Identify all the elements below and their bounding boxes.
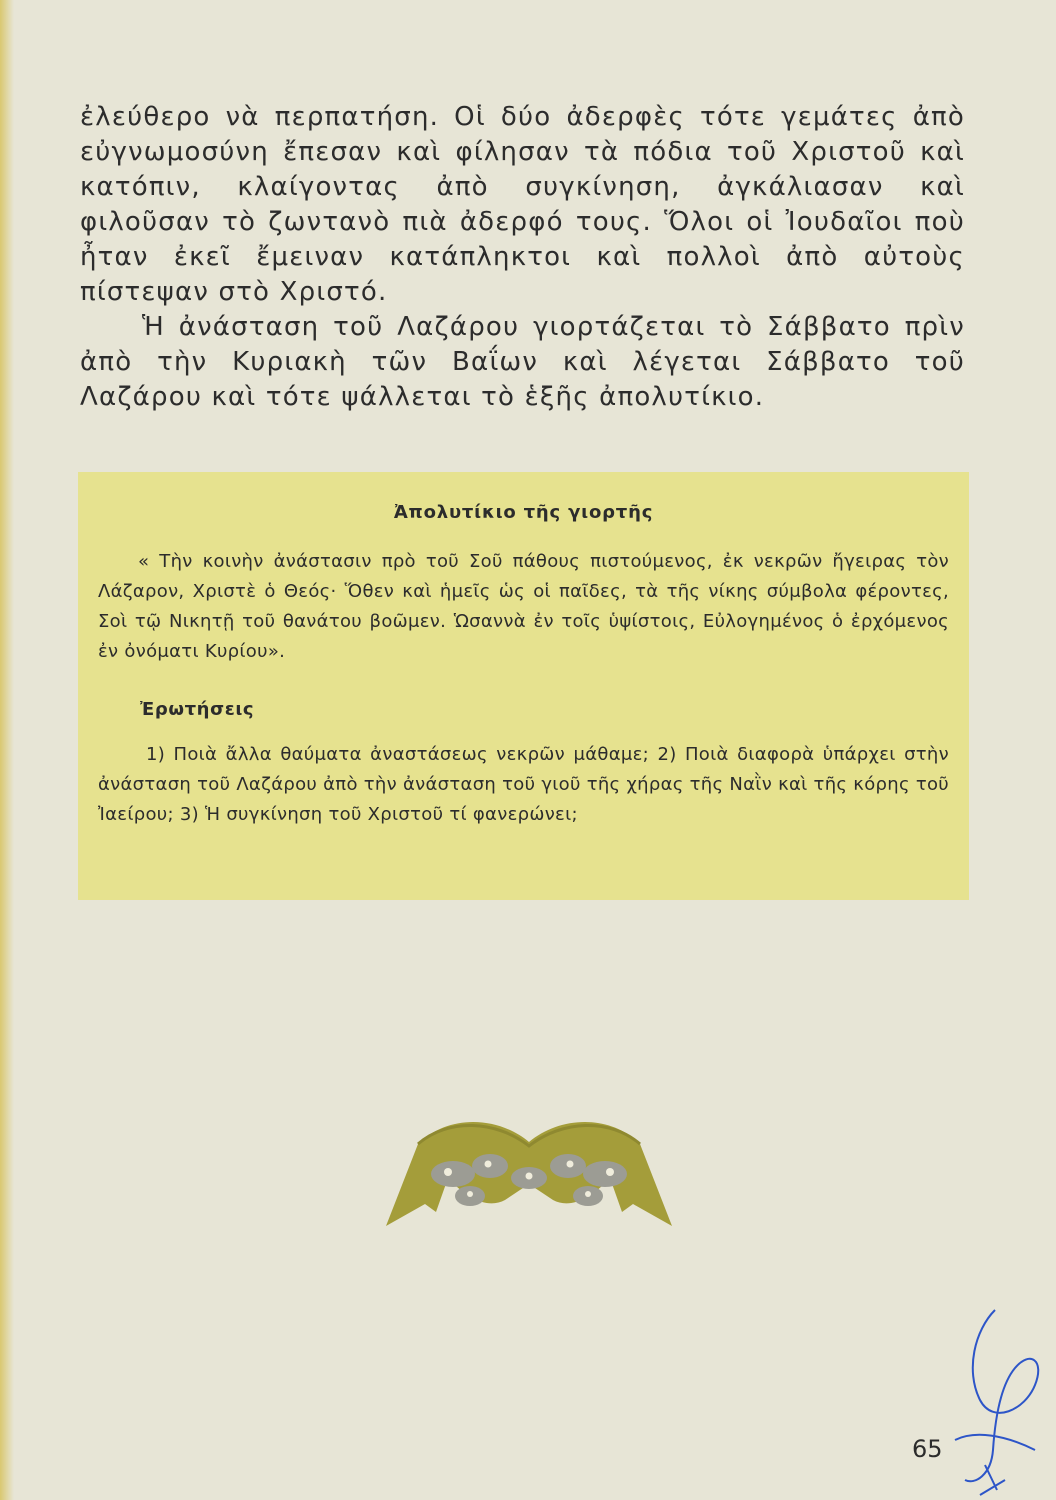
hymn-box	[78, 472, 969, 900]
hymn-title: Ἀπολυτίκιο τῆς γιορτῆς	[393, 502, 654, 523]
page-number: 65	[912, 1435, 943, 1463]
body-paragraph-2: Ἡ ἀνάσταση τοῦ Λαζάρου γιορτάζεται τὸ Σάββατο πρὶν ἀπὸ τὴν Κυριακὴ τῶν Βαΐων καὶ λέγεται Σάββατο τοῦ Λαζάρου καὶ τότε ψάλλεται τὸ ἑξῆς ἀπολυτίκιο.	[80, 312, 965, 412]
handwritten-signature-icon	[935, 1290, 1056, 1500]
body-paragraph-1: ἐλεύθερο νὰ περπατήση. Οἱ δύο ἀδερφὲς τότε γεμάτες ἀπὸ εὐγνωμοσύνη ἔπεσαν καὶ φίλησαν τὰ πόδια τοῦ Χριστοῦ καὶ κατόπιν, κλαίγοντας ἀπὸ συγκίνηση, ἀγκάλιασαν καὶ φιλοῦσαν τὸ ζωντανὸ πιὰ ἀδερφό τους. Ὅλοι οἱ Ἰουδαῖοι ποὺ ἦταν ἐκεῖ ἔμειναν κατάπληκτοι καὶ πολλοὶ ἀπὸ αὐτοὺς πίστεψαν στὸ Χριστό.	[80, 102, 965, 307]
hymn-text: « Τὴν κοινὴν ἀνάστασιν πρὸ τοῦ Σοῦ πάθους πιστούμενος, ἐκ νεκρῶν ἤγειρας τὸν Λάζαρον, Χριστὲ ὁ Θεός· Ὅθεν καὶ ἡμεῖς ὡς οἱ παῖδες, τὰ τῆς νίκης σύμβολα φέροντες, Σοὶ τῷ Νικητῇ τοῦ θανάτου βοῶμεν. Ὡσαννὰ ἐν τοῖς ὑψίστοις, Εὐλογημένος ὁ ἐρχόμενος ἐν ὀνόματι Κυρίου».	[98, 551, 949, 662]
questions-heading: Ἐρωτήσεις	[140, 699, 255, 720]
page-edge	[0, 0, 14, 1500]
body-text	[80, 100, 965, 415]
questions-text: 1) Ποιὰ ἄλλα θαύματα ἀναστάσεως νεκρῶν μάθαμε; 2) Ποιὰ διαφορὰ ὑπάρχει στὴν ἀνάσταση τοῦ Λαζάρου ἀπὸ τὴν ἀνάσταση τοῦ γιοῦ τῆς χήρας τῆς Ναῒν καὶ τῆς κόρης τοῦ Ἰαείρου; 3) Ἡ συγκίνηση τοῦ Χριστοῦ τί φανερώνει;	[98, 744, 949, 825]
floral-ornament-icon	[378, 1104, 680, 1234]
